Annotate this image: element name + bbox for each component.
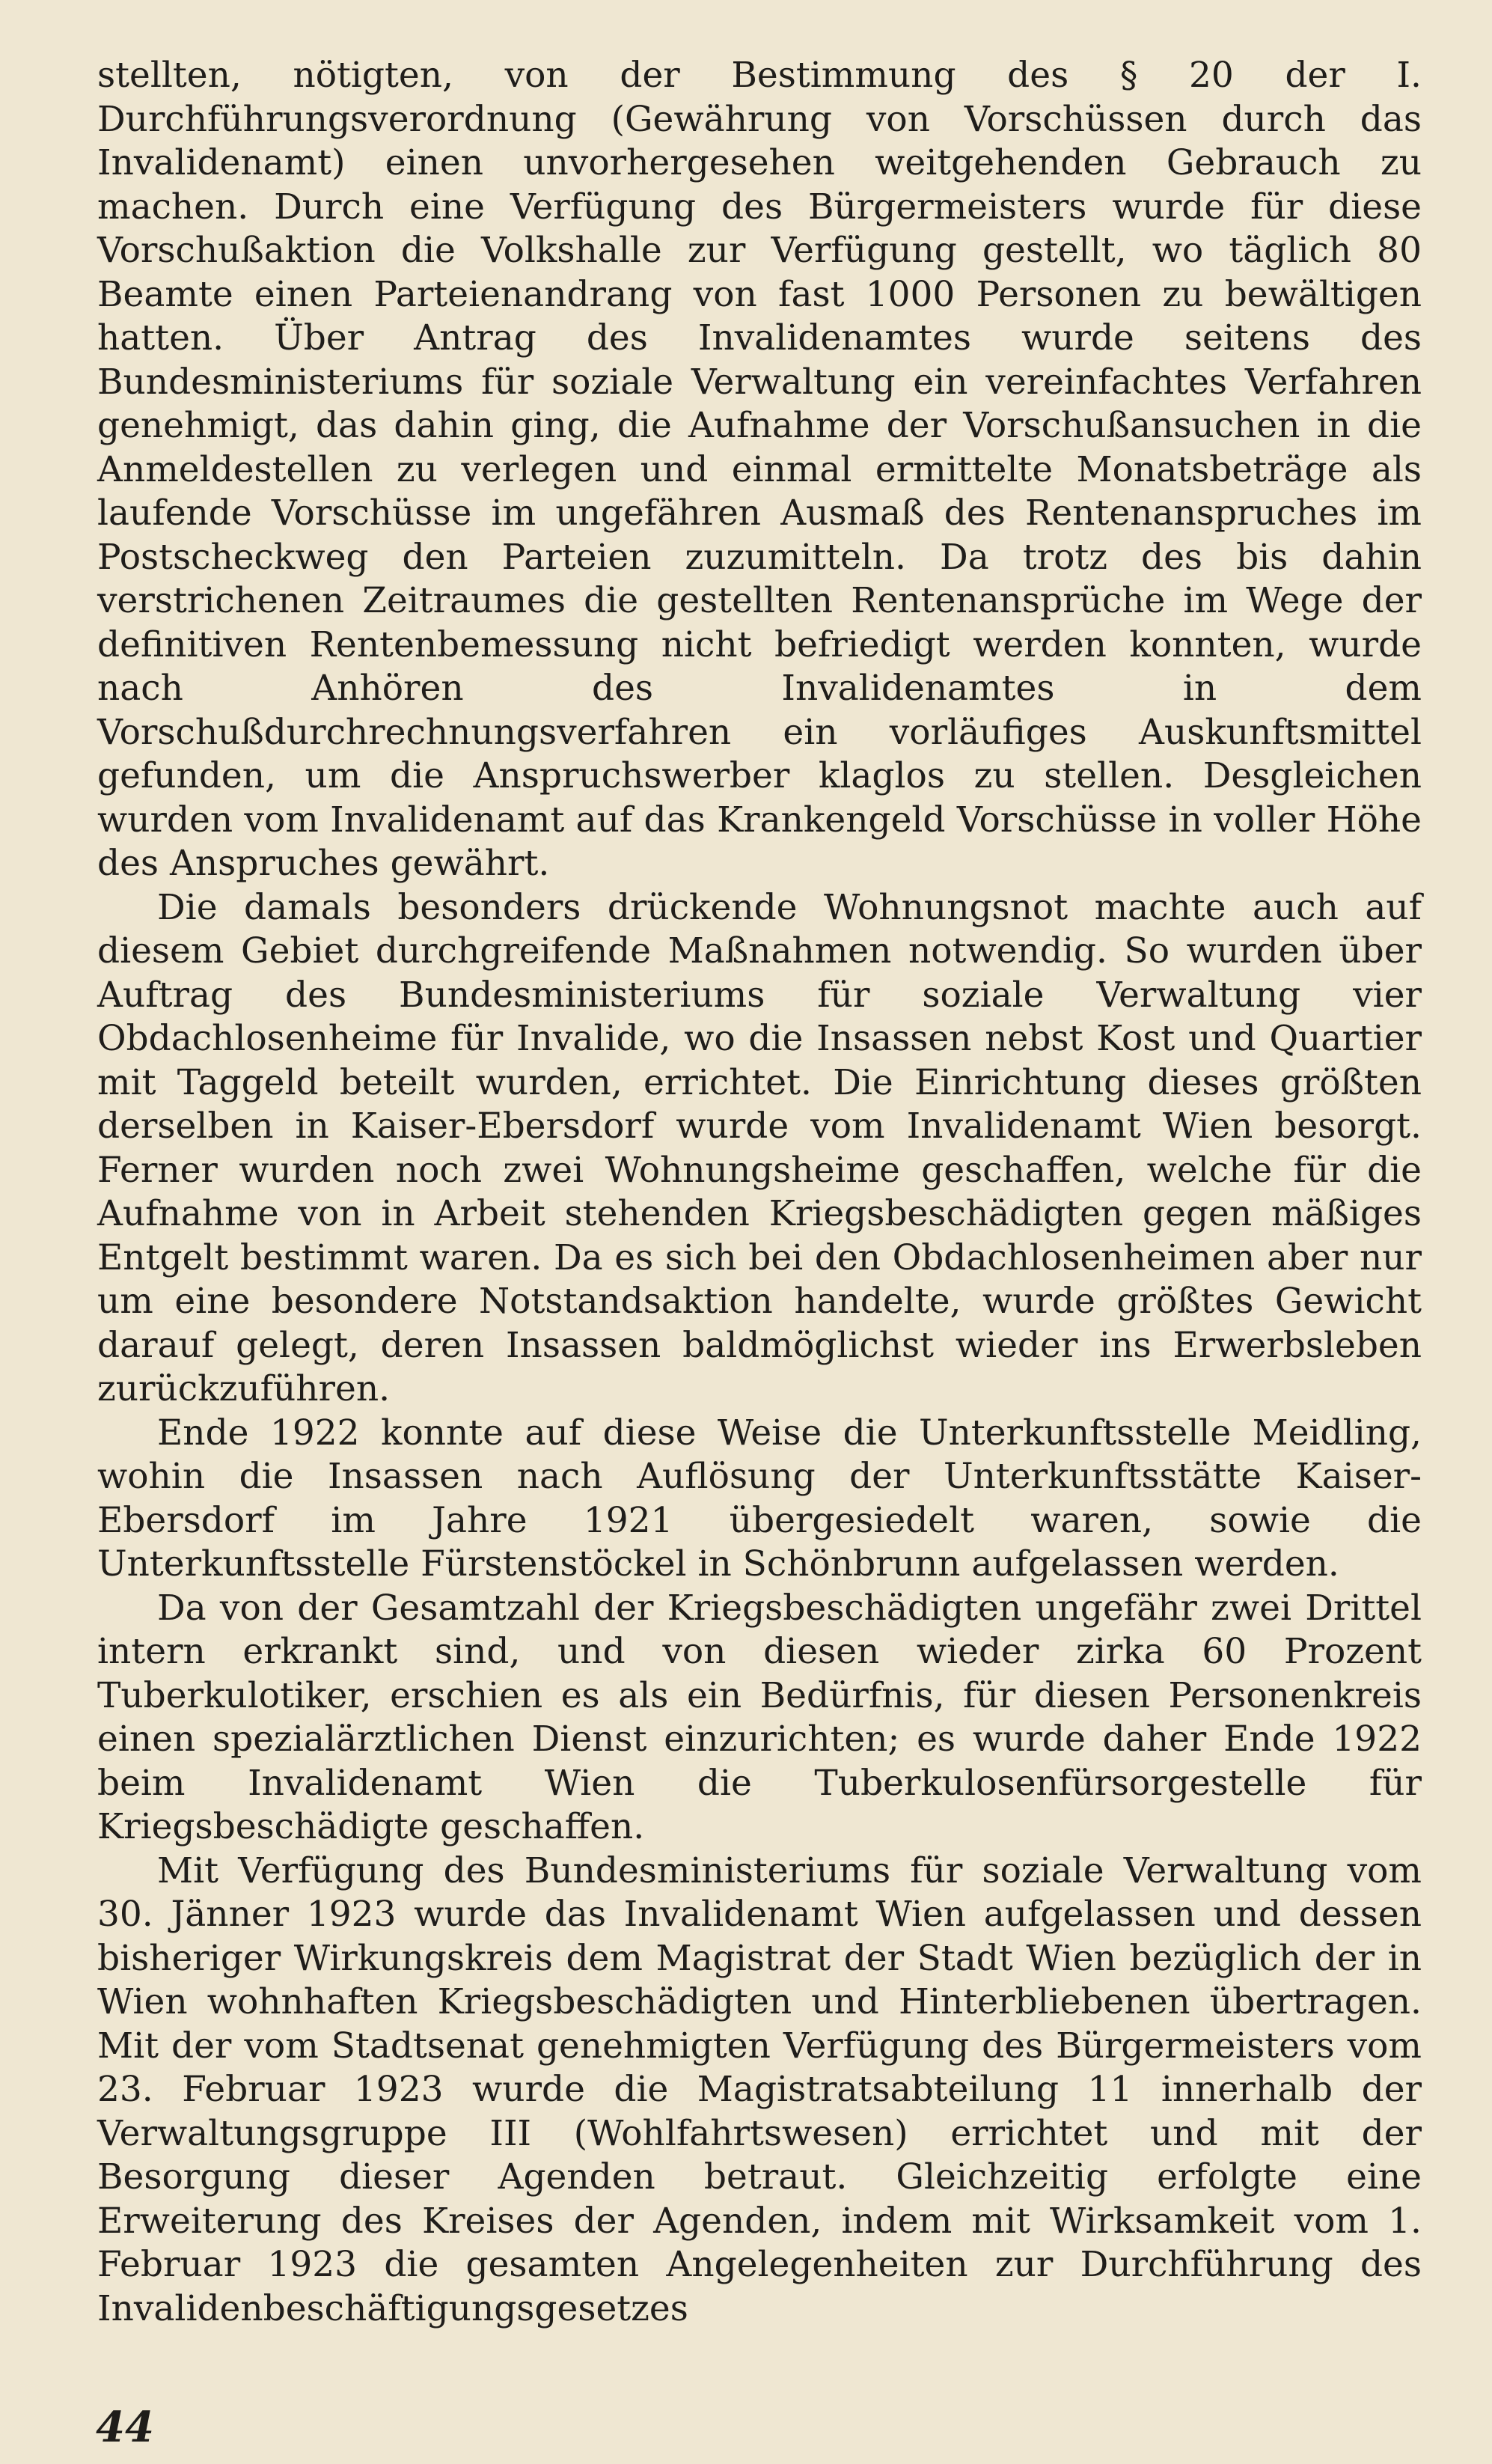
paragraph-4: Da von der Gesamtzahl der Kriegsbeschädigten ungefähr zwei Drittel intern erkrankt sind, und von diesen wieder zirka 60 Prozent Tuberkulotiker, erschien es als ein Bedürfnis, für diesen Personenkreis einen spezialärztlichen Dienst einzurichten; es wurde daher Ende 1922 beim Invalidenamt Wien die Tuberkulosenfürsorgestelle für Kriegsbeschädigte geschaffen.: [97, 1587, 1422, 1847]
paragraph-5: Mit Verfügung des Bundesministeriums für soziale Verwaltung vom 30. Jänner 1923 wurde das Invalidenamt Wien aufgelassen und dessen bisheriger Wirkungskreis dem Magistrat der Stadt Wien bezüglich der in Wien wohnhaften Kriegsbeschädigten und Hinterbliebenen übertragen. Mit der vom Stadtsenat genehmigten Verfügung des Bürgermeisters vom 23. Februar 1923 wurde die Magistratsabteilung 11 innerhalb der Verwaltungsgruppe III (Wohlfahrtswesen) errichtet und mit der Besorgung dieser Agenden betraut. Gleichzeitig erfolgte eine Erweiterung des Kreises der Agenden, indem mit Wirksamkeit vom 1. Februar 1923 die gesamten Angelegenheiten zur Durchführung des Invalidenbeschäftigungsgesetzes: [97, 1849, 1422, 2329]
page-number: 44: [96, 2403, 154, 2452]
body-text: [97, 54, 1422, 2331]
paragraph-3: Ende 1922 konnte auf diese Weise die Unterkunftsstelle Meidling, wohin die Insassen nach Auflösung der Unterkunftsstätte Kaiser-Ebersdorf im Jahre 1921 übergesiedelt waren, sowie die Unterkunftsstelle Fürstenstöckel in Schönbrunn aufgelassen werden.: [97, 1412, 1422, 1585]
paragraph-2: Die damals besonders drückende Wohnungsnot machte auch auf diesem Gebiet durchgreifende Maßnahmen notwendig. So wurden über Auftrag des Bundesministeriums für soziale Verwaltung vier Obdachlosenheime für Invalide, wo die Insassen nebst Kost und Quartier mit Taggeld beteilt wurden, errichtet. Die Einrichtung dieses größten derselben in Kaiser-Ebersdorf wurde vom Invalidenamt Wien besorgt. Ferner wurden noch zwei Wohnungsheime geschaffen, welche für die Aufnahme von in Arbeit stehenden Kriegsbeschädigten gegen mäßiges Entgelt bestimmt waren. Da es sich bei den Obdachlosenheimen aber nur um eine besondere Notstandsaktion handelte, wurde größtes Gewicht darauf gelegt, deren Insassen baldmöglichst wieder ins Erwerbsleben zurückzuführen.: [97, 886, 1422, 1409]
paragraph-1: stellten, nötigten, von der Bestimmung des § 20 der I. Durchführungsverordnung (Gewährung von Vorschüssen durch das Invalidenamt) einen unvorhergesehen weitgehenden Gebrauch zu machen. Durch eine Verfügung des Bürgermeisters wurde für diese Vorschußaktion die Volkshalle zur Verfügung gestellt, wo täglich 80 Beamte einen Parteienandrang von fast 1000 Personen zu bewältigen hatten. Über Antrag des Invalidenamtes wurde seitens des Bundesministeriums für soziale Verwaltung ein vereinfachtes Verfahren genehmigt, das dahin ging, die Aufnahme der Vorschußansuchen in die Anmeldestellen zu verlegen und einmal ermittelte Monatsbeträge als laufende Vorschüsse im ungefähren Ausmaß des Rentenanspruches im Postscheckweg den Parteien zuzumitteln. Da trotz des bis dahin verstrichenen Zeitraumes die gestellten Rentenansprüche im Wege der definitiven Rentenbemessung nicht befriedigt werden konnten, wurde nach Anhören des Invalidenamtes in dem Vorschußdurchrechnungsverfahren ein vorläufiges Auskunftsmittel gefunden, um die Anspruchswerber klaglos zu stellen. Desgleichen wurden vom Invalidenamt auf das Krankengeld Vorschüsse in voller Höhe des Anspruches gewährt.: [97, 55, 1422, 884]
